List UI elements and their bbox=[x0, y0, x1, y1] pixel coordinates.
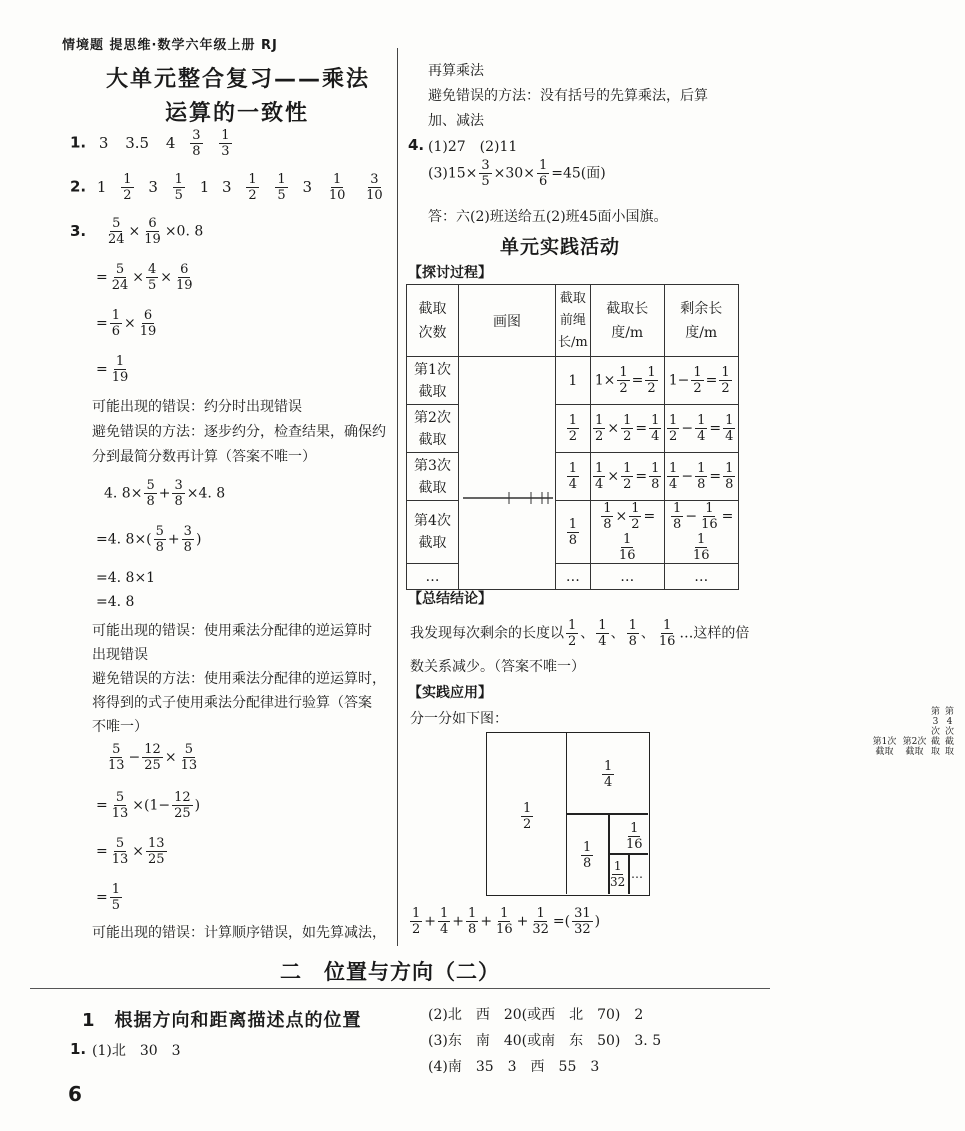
q2-fraction: $\frac{1}{2}$ bbox=[123, 172, 132, 203]
square-diagram bbox=[486, 732, 650, 896]
before-cell: $\frac{1}{4}$ bbox=[556, 453, 591, 501]
page-number: 6 bbox=[68, 1082, 82, 1106]
calc1-line1: $\frac{5}{24}$ × $\frac{6}{19}$ ×0. 8 bbox=[108, 216, 204, 247]
ellipsis-cell: … bbox=[556, 564, 591, 590]
q1-item: 3 bbox=[98, 133, 109, 152]
s2-answer-2: (2)北 西 20(或西 北 70) 2 bbox=[428, 1007, 644, 1023]
avoid-text-2b: 将得到的式子使用乘法分配律进行验算（答案 bbox=[92, 695, 372, 711]
apply-text: 分一分如下图： bbox=[410, 711, 508, 727]
avoid-text-1a: 避免错误的方法：逐步约分，检查结果，确保约 bbox=[92, 424, 386, 440]
running-header: 情境题 提思维·数学六年级上册 RJ bbox=[62, 38, 278, 53]
q4-answer: 答：六(2)班送给五(2)班45面小国旗。 bbox=[428, 209, 668, 225]
q2-item: 3 bbox=[302, 177, 313, 196]
sum-equation: $\frac{1}{2}$ + $\frac{1}{4}$ + $\frac{1}{8}$ + $\frac{1}{16}$ + $\frac{1}{32}$ =( $\frac{31}{32}$ ) bbox=[412, 906, 601, 937]
th-drawing: 画图 bbox=[459, 285, 556, 357]
q1-item: 3.5 bbox=[125, 133, 150, 152]
column-divider bbox=[397, 48, 398, 946]
square-frac-eighth: 1 8 bbox=[583, 840, 592, 871]
section-rule bbox=[30, 988, 770, 989]
error-text-3: 可能出现的错误：计算顺序错误，如先算减法， bbox=[92, 925, 386, 941]
th-cut: 截取长度/m bbox=[590, 285, 664, 357]
calc1-line2: = $\frac{5}{24}$ × $\frac{4}{5}$ × $\frac{6}{19}$ bbox=[96, 262, 193, 293]
calc3-line2: = $\frac{5}{13}$ ×(1− $\frac{12}{25}$ ) bbox=[96, 790, 201, 821]
cont-text-2: 避免错误的方法：没有括号的先算乘法，后算 bbox=[428, 88, 708, 104]
th-rem: 剩余长度/m bbox=[664, 285, 738, 357]
avoid-text-2a: 避免错误的方法：使用乘法分配律的逆运算时， bbox=[92, 671, 386, 687]
s2-answer-3: (3)东 南 40(或南 东 50) 3. 5 bbox=[428, 1033, 662, 1049]
cont-text-1: 再算乘法 bbox=[428, 63, 484, 79]
error-text-2b: 出现错误 bbox=[92, 647, 148, 663]
calc1-line4: = $\frac{1}{19}$ bbox=[96, 354, 129, 385]
q2-item: 3 bbox=[222, 177, 232, 196]
rope-drawing bbox=[459, 366, 555, 576]
drawing-label: 第2次截取 bbox=[902, 736, 927, 757]
square-dots: … bbox=[631, 867, 643, 881]
activity-title: 单元实践活动 bbox=[500, 236, 621, 258]
calc2-line1: 4. 8× $\frac{5}{8}$ + $\frac{3}{8}$ ×4. 8 bbox=[104, 478, 226, 509]
th-before: 截取前绳长/m bbox=[556, 285, 591, 357]
square-frac-quarter: 1 4 bbox=[604, 759, 613, 790]
q3-number: 3. bbox=[70, 222, 87, 240]
cut-cell: $\frac{1}{8}$ × $\frac{1}{2}$ = $\frac{1}{16}$ bbox=[590, 501, 664, 564]
q1-item: 4 bbox=[165, 133, 176, 152]
calc3-line4: = $\frac{1}{5}$ bbox=[96, 882, 121, 913]
cont-text-3: 加、减法 bbox=[428, 113, 484, 129]
q4-line2: (3)15× $\frac{3}{5}$ ×30× $\frac{1}{6}$ =45(面) bbox=[428, 158, 606, 189]
error-text-1: 可能出现的错误：约分时出现错误 bbox=[92, 399, 302, 415]
square-frac-sixteenth: 1 16 bbox=[626, 821, 643, 852]
cut-cell: $\frac{1}{4}$ × $\frac{1}{2}$ = $\frac{1}{8}$ bbox=[590, 453, 664, 501]
avoid-text-2c: 不唯一） bbox=[92, 719, 148, 735]
q2-number: 2. bbox=[70, 177, 87, 196]
rem-cell: 1− $\frac{1}{2}$ = $\frac{1}{2}$ bbox=[664, 357, 738, 405]
row-label: 第1次截取 bbox=[407, 357, 459, 405]
unit-review-title-line1: 大单元整合复习——乘法 bbox=[106, 67, 371, 92]
tag-conclusion: 【总结结论】 bbox=[408, 591, 492, 607]
q1-number: 1. bbox=[70, 133, 87, 152]
rem-cell: $\frac{1}{2}$ − $\frac{1}{4}$ = $\frac{1}{4}$ bbox=[664, 405, 738, 453]
cut-cell: $\frac{1}{2}$ × $\frac{1}{2}$ = $\frac{1}{4}$ bbox=[590, 405, 664, 453]
error-text-2a: 可能出现的错误：使用乘法分配律的逆运算时 bbox=[92, 623, 372, 639]
s2-q1-number: 1. bbox=[70, 1040, 87, 1058]
rem-cell: $\frac{1}{4}$ − $\frac{1}{8}$ = $\frac{1}{8}$ bbox=[664, 453, 738, 501]
before-cell: $\frac{1}{2}$ bbox=[556, 405, 591, 453]
drawing-label: 第3次截取 bbox=[930, 706, 940, 757]
drawing-label: 第4次截取 bbox=[944, 706, 954, 757]
conclusion-line2: 数关系减少。（答案不唯一） bbox=[410, 659, 585, 675]
q2-fraction: $\frac{3}{10}$ bbox=[366, 172, 383, 203]
calc2-line2: =4. 8×( $\frac{5}{8}$ + $\frac{3}{8}$ ) bbox=[96, 524, 202, 555]
before-cell: 1 bbox=[556, 357, 591, 405]
q2-fraction: $\frac{1}{5}$ bbox=[174, 172, 183, 203]
row-label: 第3次截取 bbox=[407, 453, 459, 501]
chapter-title: 二 位置与方向（二） bbox=[280, 960, 500, 984]
q2-item: 1 bbox=[199, 177, 210, 196]
divider bbox=[628, 853, 630, 894]
ellipsis-cell: … bbox=[664, 564, 738, 590]
conclusion-line1: 我发现每次剩余的长度以 $\frac{1}{2}$ 、 $\frac{1}{4}$ 、 $\frac{1}{8}$ 、 $\frac{1}{16}$ …这样的倍 bbox=[410, 618, 750, 649]
calc1-line3: = $\frac{1}{6}$ × $\frac{6}{19}$ bbox=[96, 308, 157, 339]
tag-application: 【实践应用】 bbox=[408, 685, 492, 701]
q4-line1: (1)27 (2)11 bbox=[428, 139, 518, 155]
square-frac-32nd: 1 32 bbox=[610, 859, 626, 889]
s2-answer-1: (1)北 30 3 bbox=[92, 1043, 181, 1059]
unit-review-title-line2: 运算的一致性 bbox=[165, 101, 310, 126]
q4-number: 4. bbox=[408, 136, 425, 154]
q2-item: 1 bbox=[96, 177, 107, 196]
q1-fraction: $\frac{3}{8}$ bbox=[192, 128, 201, 159]
th-times: 截取次数 bbox=[407, 285, 459, 357]
tag-process: 【探讨过程】 bbox=[408, 265, 492, 281]
calc3-line1: $\frac{5}{13}$ − $\frac{12}{25}$ × $\frac{5}{13}$ bbox=[108, 742, 198, 773]
q2-fraction: $\frac{1}{2}$ bbox=[248, 172, 257, 203]
row-label: 第4次截取 bbox=[407, 501, 459, 564]
answer-2 bbox=[70, 172, 387, 203]
cut-cell: 1× $\frac{1}{2}$ = $\frac{1}{2}$ bbox=[590, 357, 664, 405]
ellipsis-cell: … bbox=[407, 564, 459, 590]
drawing-label: 第1次截取 bbox=[872, 736, 897, 757]
q2-fraction: $\frac{1}{10}$ bbox=[328, 172, 346, 203]
calc3-line3: = $\frac{5}{13}$ × $\frac{13}{25}$ bbox=[96, 836, 165, 867]
before-cell: $\frac{1}{8}$ bbox=[556, 501, 591, 564]
rem-cell: $\frac{1}{8}$ − $\frac{1}{16}$ = $\frac{1}{16}$ bbox=[664, 501, 738, 564]
calc2-line4: =4. 8 bbox=[96, 594, 135, 610]
calc2-line3: =4. 8×1 bbox=[96, 570, 156, 586]
lesson-title: 1 根据方向和距离描述点的位置 bbox=[82, 1010, 362, 1031]
row-label: 第2次截取 bbox=[407, 405, 459, 453]
q1-fraction: $\frac{1}{3}$ bbox=[221, 128, 230, 159]
s2-answer-4: (4)南 35 3 西 55 3 bbox=[428, 1059, 600, 1075]
q2-fraction: $\frac{1}{5}$ bbox=[277, 172, 286, 203]
answer-1 bbox=[70, 128, 234, 159]
avoid-text-1b: 分到最简分数再计算（答案不唯一） bbox=[92, 449, 316, 465]
square-frac-half: 1 2 bbox=[523, 801, 532, 832]
ellipsis-cell: … bbox=[590, 564, 664, 590]
q2-item: 3 bbox=[148, 177, 158, 196]
